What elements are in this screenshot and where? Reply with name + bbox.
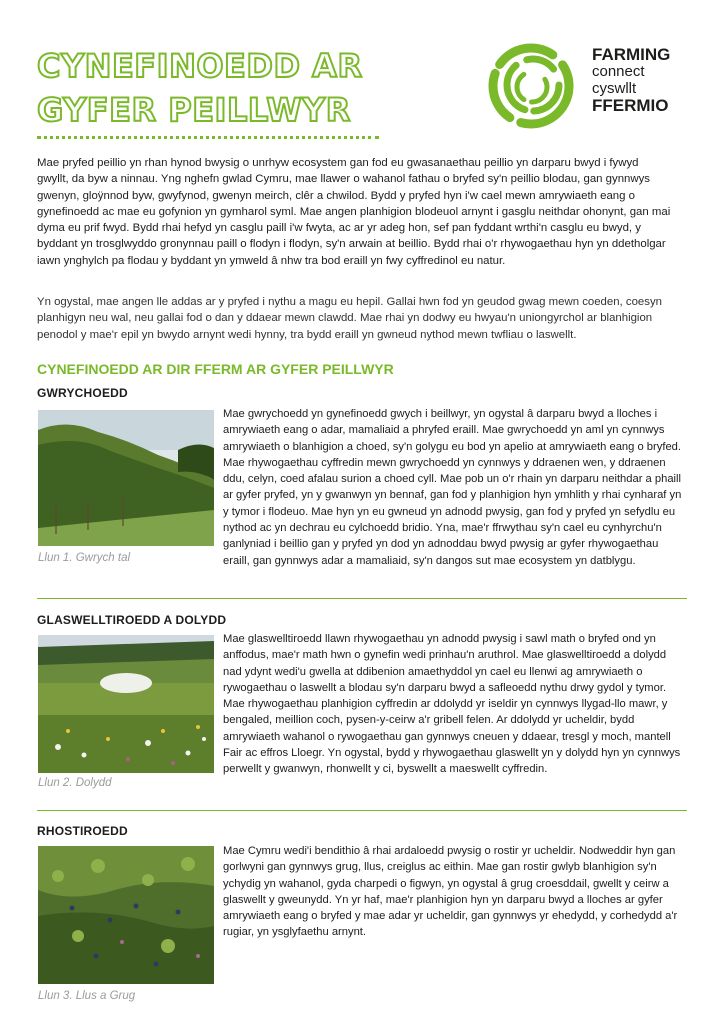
hedgerows-text: Mae gwrychoedd yn gynefinoedd gwych i beillwyr, yn ogystal â darparu bwyd a lloches i amrywiaeth eang o adar, mamaliaid a phryfed eraill. Mae gwrychoedd yn aml yn cynnwys amrywiaeth o blanhigion a choed, sy'n golygu eu bod yn apelio at amrywiaeth eang o bryfed. Mae rhywogaethau cyffredin mewn gwrychoedd yn cynnwys y ddraenen wen, y ddraenen ddu, celyn, coed afalau surion a choed cyll. Mae pob un o'r rhain yn darparu neithdar a phaill ar gyfer pryfed, yn y gwanwyn yn bennaf, gan fod y planhigion hyn ymhlith y rhai cynharaf yn y tymor i flodeuo. Mae hyn yn eu gwneud yn adnodd pwysig, gan fod y pryfed yn sefydlu eu nythod ac yn dechrau eu cylchoedd bridio. Yna, mae'r ffrwythau sy'n cael eu cynhyrchu'n ganlyniad i beillio gan y pryfed yn dod yn adnoddau bwyd pwysig ar gyfer rhywogaethau eraill, gan gynnwys adar a mamaliaid, sy'n dangos sut mae ecosystem yn datblygu. [223, 408, 682, 567]
page-title-line-2: GYFER PEILLWYR [37, 91, 351, 129]
grasslands-text: Mae glaswelltiroedd llawn rhywogaethau yn adnodd pwysig i sawl math o bryfed ond yn anffodus, mae'r math hwn o gynefin wedi prinhau'n aruthrol. Mae glaswelltiroedd a dolydd nad ydynt wedi'u gwella at ddibenion amaethyddol yn cael eu llenwi ag amrywiaeth o rywogaethau o laswellt a blodau sy'n darparu bwyd a safleoedd nythu drwy gydol y tymor. Mae rhywogaethau planhigion cyffredin ar ddolydd yr iseldir yn cynnwys llygad-llo mawr, y bengaled, meillion coch, pysen-y-ceirw a'r gribell felen. Ar ddolydd yr ucheldir, bydd amrywiaeth wahanol o rywogaethau gan gynnwys cneuen y ddaear, tresgl y moch, mantell Fair ac effros Lloegr. Yn ogystal, bydd y rhywogaethau glaswellt yn y dolydd hyn yn cynnwys perwellt y gwanwyn, rhonwellt y ci, byswellt a maeswellt cyffredin. [223, 633, 681, 776]
grasslands-heading: GLASWELLTIROEDD A DOLYDD [37, 613, 227, 627]
page-title [37, 44, 363, 132]
hedgerow-caption: Llun 1. Gwrych tal [38, 552, 131, 564]
section-divider-1 [37, 598, 687, 599]
section-heading: CYNEFINOEDD AR DIR FFERM AR GYFER PEILLWYR [37, 361, 394, 377]
moorland-text: Mae Cymru wedi'i bendithio â rhai ardaloedd pwysig o rostir yr ucheldir. Nodweddir hyn gan gorlwyni gan gynnwys grug, llus, creiglus ac eithin. Mae gan rostir gwlyb blanhigion sy'n ychydig yn wahanol, gyda charpedi o figwyn, yn ogystal â grug croesddail, gwellt y ceirw a glaswellt y gweunydd. Yn yr haf, mae'r planhigion hyn yn darparu bwyd a lloches ar gyfer amrywiaeth eang o bryfed y mae adar yr ucheldir, gan gynnwys yr ehedydd, y corhedydd a'r rugiar, yn ysglyfaethu arnynt. [223, 845, 678, 939]
moorland-caption: Llun 3. Llus a Grug [38, 990, 136, 1002]
logo-text-connect: connect [592, 63, 645, 80]
meadow-photo [38, 635, 214, 773]
logo-text-farming: FARMING [592, 45, 671, 64]
logo-text-cyswllt: cyswllt [592, 80, 637, 97]
page-title-line-1: CYNEFINOEDD AR [37, 47, 363, 85]
moorland-heading: RHOSTIROEDD [37, 824, 128, 838]
logo-text-ffermio: FFERMIO [592, 96, 669, 115]
bilberry-heather-photo [38, 846, 214, 984]
hedgerows-heading: GWRYCHOEDD [37, 386, 128, 400]
meadow-caption: Llun 2. Dolydd [38, 777, 112, 789]
section-divider-2 [37, 810, 687, 811]
logo-wordmark [592, 46, 670, 114]
intro-paragraph-2: Yn ogystal, mae angen lle addas ar y pryfed i nythu a magu eu hepil. Gallai hwn fod yn geudod gwag mewn coeden, coesyn planhigyn neu wal, neu gallai fod o dan y ddaear mewn clawdd. Mae rhai yn dodwy eu hwyau'n uniongyrchol ar blanhigion penodol y mae'r epil yn bwydo arnynt wedi hynny, tra bydd eraill yn gwneud nythod mewn twfliau o laswellt. [37, 296, 662, 341]
title-dotted-divider [37, 136, 379, 139]
hedgerow-photo [38, 410, 214, 546]
intro-paragraph-1: Mae pryfed peillio yn rhan hynod bwysig o unrhyw ecosystem gan fod eu gwasanaethau peillio yn darparu bwyd i fywyd gwyllt, da byw a ninnau. Yng nghefn gwlad Cymru, mae llawer o wahanol fathau o bryfed sy'n peillio blodau, gan gynnwys gwenyn, gloÿnnod byw, gwyfynod, gwenyn meirch, clêr a chwilod. Bydd y pryfed hyn i'w cael mewn amrywiaeth eang o gynefinoedd ac mae eu gofynion yn gymharol syml. Mae angen planhigion blodeuol arnynt i gasglu neithdar ohonynt, gan mai dyma eu prif fwyd. Bydd rhai hefyd yn casglu paill i'w fwyta, ac ar yr adeg hon, sef pan fyddant wrthi'n casglu eu bwyd, y byddant yn trosglwyddo gronynnau paill o flodyn i flodyn, sy'n arwain at beillio. Bydd rhai o'r rhywogaethau hyn yn ddetholgar iawn ynghylch pa flodau y byddant yn ymweld â nhw tra bod eraill yn fwy cyffredinol eu natur. [37, 157, 671, 267]
